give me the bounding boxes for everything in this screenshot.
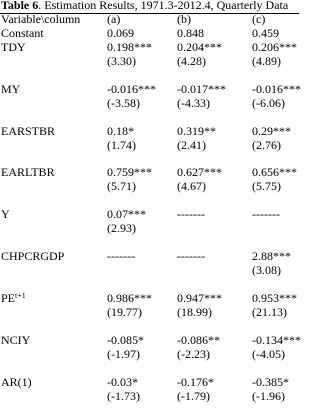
coef-ar1-c: -0.385* [252, 375, 289, 389]
tstat-pe-a: (19.77) [107, 305, 142, 319]
header-variable: Variable\column [1, 12, 81, 26]
coef-tdy-a: 0.198*** [107, 40, 152, 54]
coef-earstbr-a: 0.18* [107, 124, 134, 138]
row-label-my: MY [1, 82, 21, 96]
coef-chpcrgdp-a: ------- [107, 249, 135, 263]
coef-chpcrgdp-b: ------- [177, 249, 205, 263]
coef-pe-b: 0.947*** [177, 291, 222, 305]
coef-my-b: -0.017*** [177, 82, 226, 96]
tstat-my-b: (-4.33) [177, 96, 210, 110]
table-caption-text: . Estimation Results, 1971.3-2012.4, Quarterly Data [38, 0, 289, 12]
tstat-my-a: (-3.58) [107, 96, 140, 110]
coef-y-b: ------- [177, 207, 205, 221]
table-caption-label: Table 6 [1, 0, 39, 12]
header-column-a: (a) [107, 12, 121, 26]
coef-earltbr-c: 0.656*** [252, 165, 297, 179]
coef-tdy-c: 0.206*** [252, 40, 297, 54]
coef-earltbr-b: 0.627*** [177, 165, 222, 179]
tstat-earltbr-a: (5.71) [107, 179, 136, 193]
coef-nciy-a: -0.085* [107, 333, 144, 347]
tstat-earltbr-b: (4.67) [177, 179, 206, 193]
row-label-constant: Constant [1, 26, 44, 40]
coef-ar1-a: -0.03* [107, 375, 138, 389]
coef-nciy-b: -0.086** [177, 333, 220, 347]
tstat-pe-b: (18.99) [177, 305, 212, 319]
tstat-earstbr-b: (2.41) [177, 138, 206, 152]
coef-pe-a: 0.986*** [107, 291, 152, 305]
tstat-nciy-a: (-1.97) [107, 347, 140, 361]
coef-ar1-b: -0.176* [177, 375, 214, 389]
row-label-pe [1, 291, 26, 305]
coef-earstbr-c: 0.29*** [252, 124, 291, 138]
coef-y-c: ------- [252, 207, 280, 221]
coef-my-c: -0.016*** [252, 82, 301, 96]
coef-constant-b: 0.848 [177, 26, 204, 40]
header-column-c: (c) [252, 12, 266, 26]
tstat-nciy-b: (-2.23) [177, 347, 210, 361]
coef-my-a: -0.016*** [107, 82, 156, 96]
coef-earltbr-a: 0.759*** [107, 165, 152, 179]
row-label-earstbr: EARSTBR [1, 124, 56, 138]
coef-tdy-b: 0.204*** [177, 40, 222, 54]
row-label-ar1: AR(1) [1, 375, 32, 389]
tstat-nciy-c: (-4.05) [252, 347, 285, 361]
tstat-pe-c: (21.13) [252, 305, 287, 319]
coef-chpcrgdp-c: 2.88*** [252, 249, 291, 263]
row-label-chpcrgdp: CHPCRGDP [1, 249, 65, 263]
row-label-pe-superscript: t+1 [15, 291, 26, 300]
row-label-nciy: NCIY [1, 333, 31, 347]
tstat-tdy-c: (4.89) [252, 54, 281, 68]
tstat-earstbr-c: (2.76) [252, 138, 281, 152]
header-column-b: (b) [177, 12, 191, 26]
tstat-earltbr-c: (5.75) [252, 179, 281, 193]
row-label-earltbr: EARLTBR [1, 165, 55, 179]
tstat-ar1-b: (-1.79) [177, 389, 210, 403]
tstat-tdy-a: (3.30) [107, 54, 136, 68]
coef-constant-a: 0.069 [107, 26, 134, 40]
coef-pe-c: 0.953*** [252, 291, 297, 305]
coef-y-a: 0.07*** [107, 207, 146, 221]
row-label-tdy: TDY [1, 40, 26, 54]
coef-nciy-c: -0.134*** [252, 333, 301, 347]
row-label-y: Y [1, 207, 10, 221]
coef-earstbr-b: 0.319** [177, 124, 216, 138]
table-caption [1, 0, 288, 12]
row-label-pe-text: PE [1, 291, 16, 305]
tstat-y-a: (2.93) [107, 221, 136, 235]
coef-constant-c: 0.459 [252, 26, 279, 40]
tstat-ar1-c: (-1.96) [252, 389, 285, 403]
tstat-earstbr-a: (1.74) [107, 138, 136, 152]
tstat-my-c: (-6.06) [252, 96, 285, 110]
tstat-tdy-b: (4.28) [177, 54, 206, 68]
tstat-chpcrgdp-c: (3.08) [252, 263, 281, 277]
tstat-ar1-a: (-1.73) [107, 389, 140, 403]
